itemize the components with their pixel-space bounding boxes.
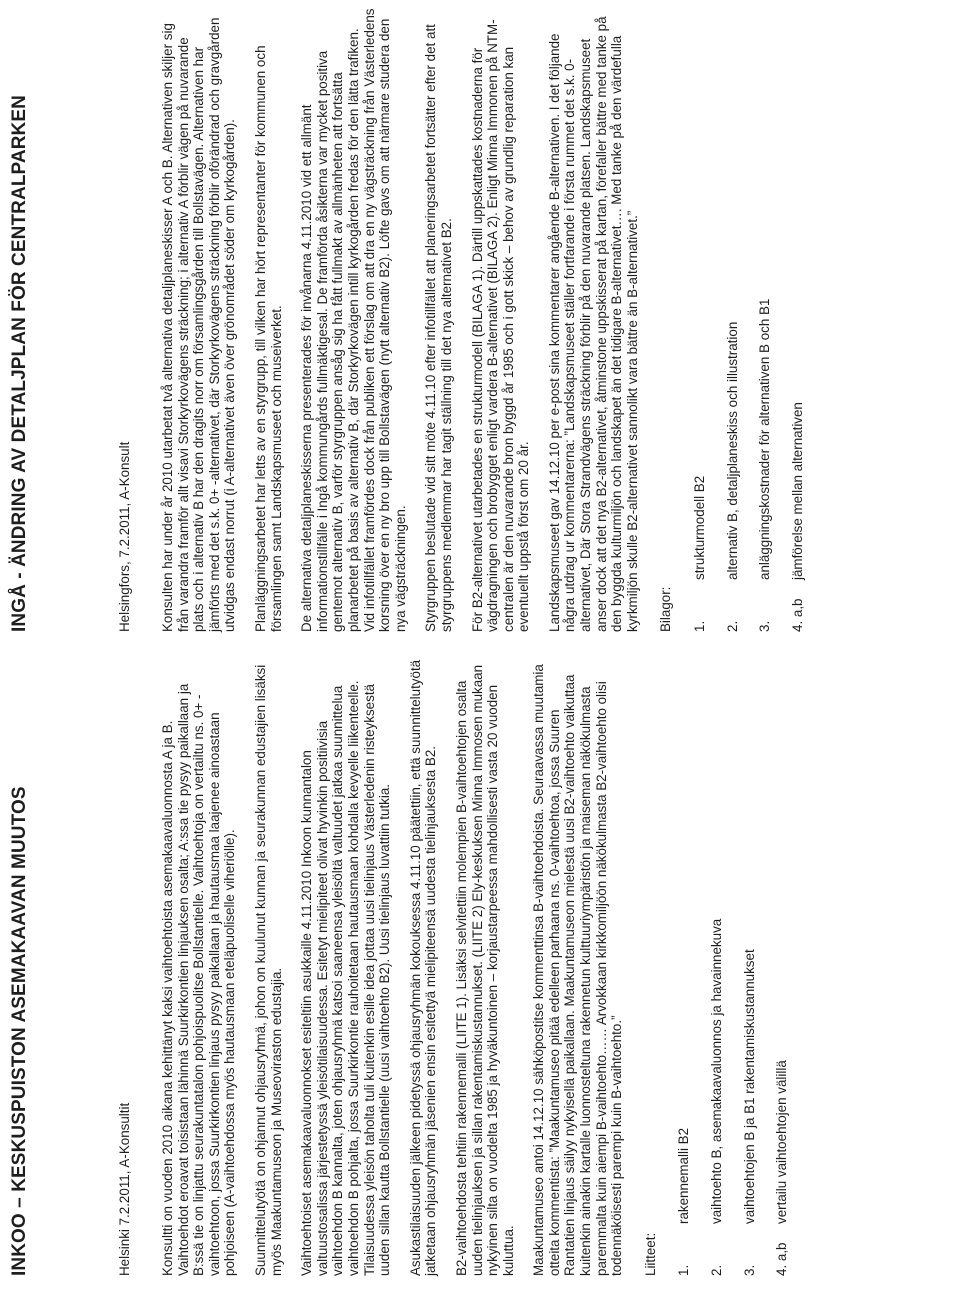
item-text: anläggningskostnader för alternativen B och B1 (757, 298, 773, 580)
item-number: 4. a,b (774, 1242, 790, 1276)
item-number: 1. (676, 1264, 692, 1276)
paragraph: Vaihtoehtoiset asemakaavaluonnokset esiteltiin asukkaille 4.11.2010 Inkoon kunnantalon valtuustosalissa järjestetyssä yleisötilaisuudessa. Esitetyt mielipiteet olivat hyvinkin positiivisia vaihtoehdon B kannalta, joten ohjausryhmä katsoi saaneensa yleisöltä valtuudet jatkaa suunnittelua vaihtoehdon B pohjalta, jossa Suurkirkontie rauhoitetaan hautausmaan kohdalla kevyelle liikenteelle. Tilaisuudessa yleisön taholta tuli kuitenkin esille idea jottaa uusi tielinjaus Västerledenin risteyksestä uuden sillan kautta Bollstantielle (uusi vaihtoehto B2). Uusi tielinjaus luvattiin tutkia. (299, 680, 393, 1276)
item-text: vertailu vaihtoehtojen välillä (774, 1060, 790, 1224)
list-item (709, 652, 725, 1276)
dateline-finnish: Helsinki 7.2.2011, A-Konsultit (117, 1102, 132, 1276)
item-number: 2. (724, 620, 740, 632)
attachments-list (676, 652, 789, 1276)
paragraph: Planläggningsarbetet har letts av en styrgrupp, till vilken har hört representanter för kommunen och församlingen samt Landskapsmuseet och museiverket. (252, 45, 284, 632)
paragraph: Maakuntamuseo antoi 14.12.10 sähköpostitse kommenttinsa B-vaihtoehdoista. Seuraavassa muutamia otteita kommentista: ”Maakuntamuseo pitää edelleen parhaana ns. 0-vaihtoehtoa, jossa Suuren Rantatien linjaus säilyy nykyisellä paikallaan. Maakuntamuseon mielestä uusi B2-vaihtoehto vaikuttaa kuitenkin ainakin kartalle luonnosteltuna rakennetun kulttuuriympäristön ja maiseman näkökulmasta paremmalta kuin aiempi B-vaihtoehto…… Arvokkaan kirkkomiljöön näkökulmasta B2-vaihtoehto olisi todennäköisesti parempi kuin B-vaihtoehto.” (531, 664, 625, 1276)
item-text: vaihtoehto B, asemakaavaluonnos ja havainnekuva (709, 918, 725, 1224)
list-item (757, 8, 773, 632)
list-item (676, 652, 692, 1276)
item-number: 3. (757, 620, 773, 632)
attachments-heading: Liitteet: (642, 1232, 658, 1276)
paragraph: Landskapsmuseet gav 14.12.10 per e-post sina kommentarer angående B-alternativen. I det följande några utdrag ur kommentarerna: ”Landskapsmuseet ställer fortfarande i första rummet det s.k. 0-alternativet, Där Stora Strandvägens sträckning förblir på den nuvarande platsen. Landskapsmuseet anser dock att det nya B2-alternativet, åtminstone uppskisserat på kartan, förefaller bättre med tanke på den byggda kulturmiljön och landskapet än det tidigare B-alternativet…. Med tanke på den värdefulla kyrkmiljön skulle B2-alternativet sannolikt vara bättre än B-alternativet.” (546, 16, 640, 632)
item-text: jämförelse mellan alternativen (789, 402, 805, 580)
item-number: 4. a,b (789, 598, 805, 632)
list-item (774, 652, 790, 1276)
item-text: alternativ B, detaljplaneskiss och illustration (724, 321, 740, 580)
list-item (692, 8, 708, 632)
swedish-column (0, 4, 960, 632)
body-text-swedish (160, 8, 822, 632)
list-item (725, 8, 741, 632)
paragraph: Suunnittelutyötä on ohjannut ohjausryhmä, johon on kuulunut kunnan ja seurakunnan edustajien lisäksi myös Maakuntamuseon ja Museoviraston edustajia. (252, 664, 284, 1276)
paragraph: För B2-alternativet utarbetades en strukturmodell (BILAGA 1). Därtill uppskattades kostnaderna för vägdragningen och brobygget enligt vardera B-alternativet (BILAGA 2). Enligt Minna Immonen på NTM-centralen är den nuvarande bron byggd år 1985 och i gott skick – behov av grundlig reparation kan eventuellt uppstå först om 20 år. (469, 19, 532, 632)
item-number: 1. (692, 620, 708, 632)
paragraph: Styrgruppen beslutade vid sitt möte 4.11.10 efter infotillfället att planeringsarbetet fortsätter efter det att styrgruppens medlemmar har tagit ställning till det nya alternativet B2. (423, 24, 454, 632)
item-number: 2. (709, 1264, 725, 1276)
attachments-list (692, 8, 805, 632)
paragraph: Konsulten har under år 2010 utarbetat två alternativa detaljplaneskisser A och B. Alternativen skiljer sig från varandra framför allt visavi Storkyrkovägens sträckning; i alternativ A förblir vägen på nuvarande plats och i alternativ B har den dragits norr om församlingsgården till Bollstavägen. Alternativen har jämförts med det s.k. 0+ -alternativet, där Storkyrkovägens sträckning förblir oförändrad och gravgården utvidgas endast norrut (i A-alternativet även över grönområdet söder om kyrkogården). (160, 17, 238, 632)
list-item (742, 652, 758, 1276)
finnish-column (0, 648, 960, 1276)
item-text: rakennemalli B2 (676, 1127, 692, 1224)
paragraph: Konsultti on vuoden 2010 aikana kehittänyt kaksi vaihtoehtoista asemakaavaluonnosta A ja B. Vaihtoehdot eroavat toisistaan lähinnä Suurkirkontien linjauksen osalta; A:ssa tie pysyy paikallaan ja B:ssä tie on linjattu seurakuntatalon pohjoispuolitse Bollstantielle. Vaihtoehtoja on vertailtu ns. 0+ -vaihtoehtoon, jossa Suurkirkontien linjaus pysyy paikallaan ja hautausmaa laajenee ainoastaan pohjoiseen (A-vaihtoehdossa myös hautausmaan eteläpuoliselle viheriölle). (160, 683, 238, 1276)
attachments-heading: Bilagor: (658, 586, 674, 632)
paragraph: Asukastilaisuuden jälkeen pidetyssä ohjausryhmän kokouksessa 4.11.10 päätettiin, että suunnittelutyötä jatketaan ohjausryhmän jäsenien ensin esitettyä mielipiteensä uudesta tielinjauksesta B2. (407, 659, 439, 1276)
dateline-swedish: Helsingfors, 7.2.2011, A-Konsult (117, 441, 132, 632)
item-text: vaihtoehtojen B ja B1 rakentamiskustannukset (741, 949, 757, 1224)
page-title-finnish: INKOO – KESKUSPUISTON ASEMAKAAVAN MUUTOS (9, 786, 30, 1276)
paragraph: B2-vaihtoehdosta tehtiin rakennemalli (LIITE 1). Lisäksi selvitettiin molempien B-vaihtoehtojen osalta uuden tielinjauksen ja sillan rakentamiskustannukset. (LIITE 2) Ely-keskuksen Minna Immosen mukaan nykyinen silta on vuodelta 1985 ja hyväkuntoinen – korjaustarpeessa mahdollisesti vasta 20 vuoden kuluttua. (453, 664, 516, 1276)
page-title-swedish: INGÅ - ÄNDRING AV DETALJPLAN FÖR CENTRALPARKEN (9, 95, 30, 632)
item-text: strukturmodell B2 (692, 475, 708, 580)
paragraph: De alternativa detaljplaneskisserna presenterades för invånarna 4.11.2010 vid ett allmänt informationstillfälle i Ingå kommungårds fullmäktigesal. De framförda åsikterna var mycket positiva gentemot alternativ B, varför styrgruppen ansåg sig ha fått fullmakt av allmänheten att fortsätta planarbetet på basis av alternativ B, där Storkyrkovägen intill kyrkogården fredas för den lätta trafiken. Vid infotillfället framfördes dock från publiken ett förslag om att dra en ny vägsträckning från Västerledens korsning över en ny bro upp till Bollstavägen (nytt alternativ B2). Löfte gavs om att närmare studera den nya vägsträckningen. (299, 8, 408, 632)
list-item (790, 8, 806, 632)
body-text-finnish (160, 652, 807, 1276)
item-number: 3. (741, 1264, 757, 1276)
